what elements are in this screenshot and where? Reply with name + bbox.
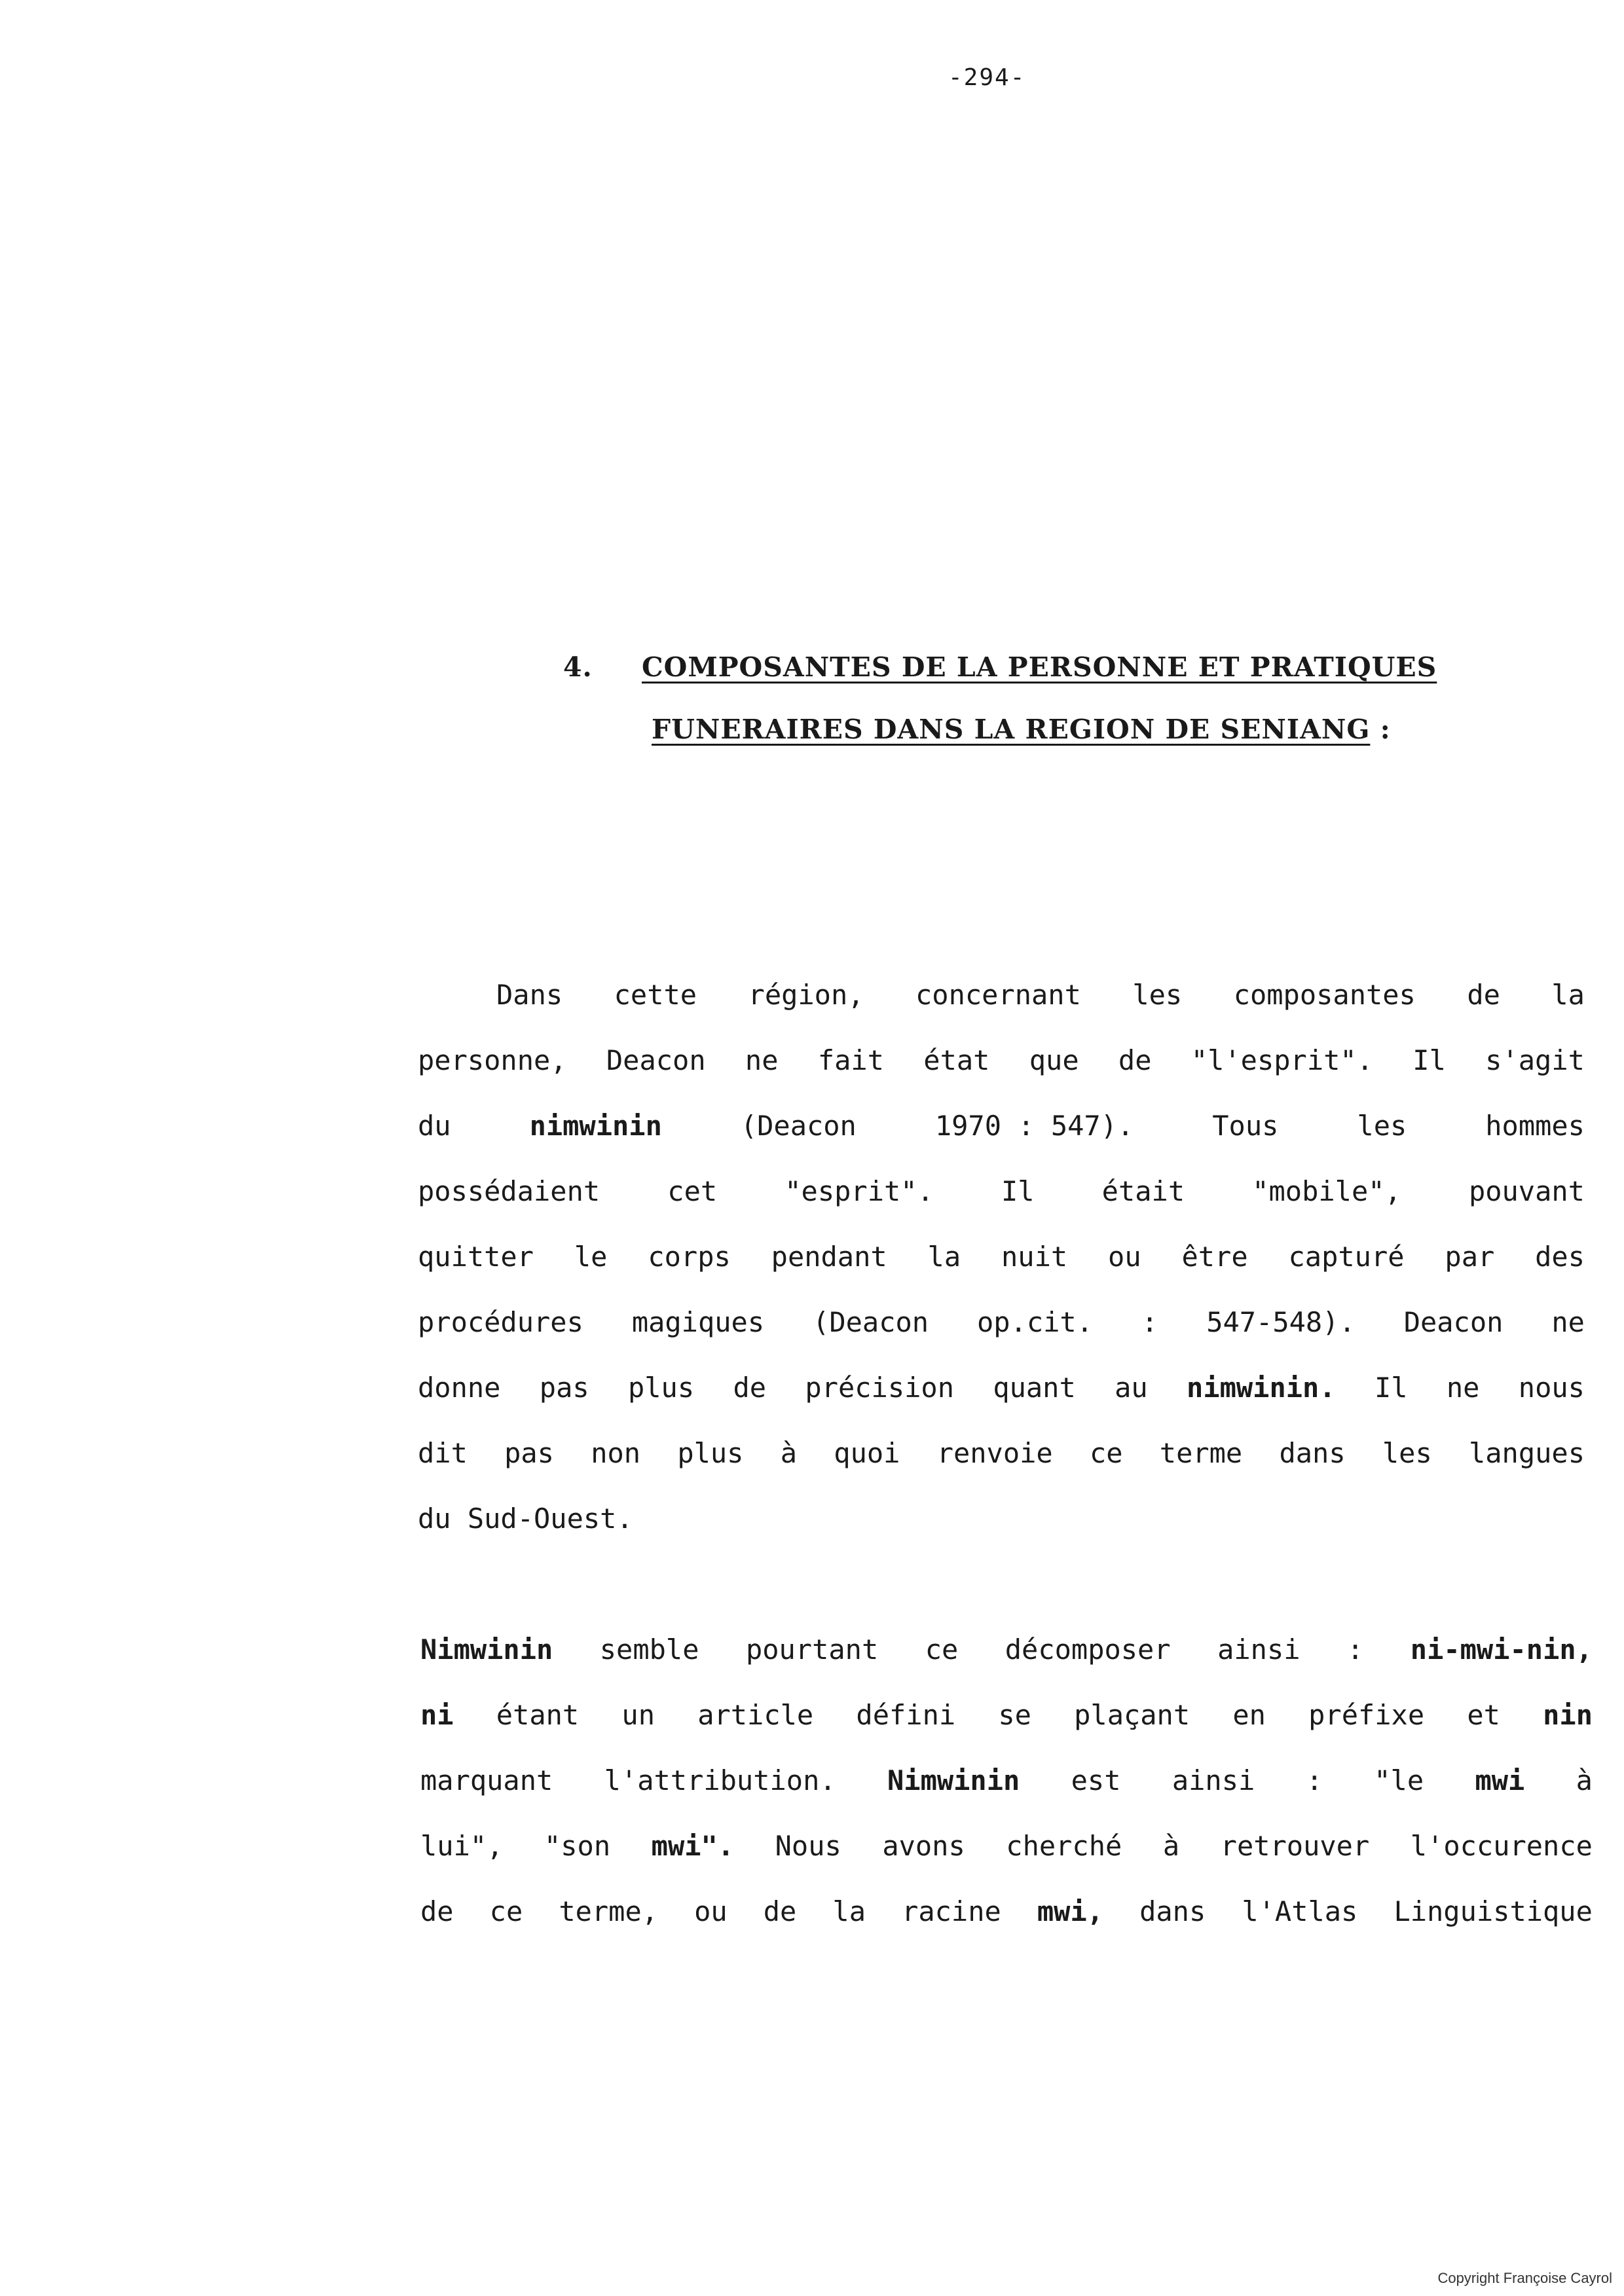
word: cet xyxy=(667,1175,718,1207)
word: région, xyxy=(748,979,864,1011)
word: dans xyxy=(1279,1437,1346,1469)
word: être xyxy=(1181,1241,1248,1273)
word: ou xyxy=(694,1895,728,1927)
word: article xyxy=(697,1699,814,1731)
word: cette xyxy=(614,979,697,1011)
word: de xyxy=(733,1372,767,1404)
word: à xyxy=(1576,1764,1593,1796)
word: racine xyxy=(902,1895,1001,1927)
section-title-line1: COMPOSANTES DE LA PERSONNE ET PRATIQUES xyxy=(642,651,1437,683)
word: capturé xyxy=(1288,1241,1405,1273)
word: ainsi xyxy=(1217,1633,1301,1666)
word: : xyxy=(1306,1764,1323,1796)
word: Dans xyxy=(496,979,563,1011)
section-number: 4. xyxy=(563,651,593,683)
word: Il xyxy=(1001,1175,1035,1207)
term-mwi: mwi". xyxy=(651,1830,735,1862)
word: Tous xyxy=(1212,1110,1279,1142)
word: par xyxy=(1445,1241,1495,1273)
word: langues xyxy=(1468,1437,1585,1469)
word: pas xyxy=(539,1372,589,1404)
word: l'attribution. xyxy=(604,1764,836,1796)
word: plaçant xyxy=(1074,1699,1190,1731)
word: de xyxy=(1467,979,1500,1011)
word: quoi xyxy=(834,1437,900,1469)
word: composantes xyxy=(1233,979,1416,1011)
word: la xyxy=(1551,979,1585,1011)
word: nous xyxy=(1518,1372,1585,1404)
word: "l'esprit". xyxy=(1190,1044,1373,1076)
text-line xyxy=(420,1879,1593,1944)
copyright-notice: Copyright Françoise Cayrol xyxy=(1437,2270,1612,2286)
word: donne xyxy=(418,1372,501,1404)
word: procédures xyxy=(418,1306,583,1338)
paragraph-1 xyxy=(418,962,1585,1552)
word: ce xyxy=(489,1895,523,1927)
word: quitter xyxy=(418,1241,534,1273)
text-line xyxy=(418,1028,1585,1093)
term-nin: nin xyxy=(1543,1699,1593,1731)
word: terme xyxy=(1159,1437,1243,1469)
paragraph-2 xyxy=(420,1617,1593,1944)
word: "mobile", xyxy=(1252,1175,1401,1207)
word: la xyxy=(832,1895,866,1927)
text-line xyxy=(418,1093,1585,1159)
word: étant xyxy=(496,1699,580,1731)
word: concernant xyxy=(915,979,1081,1011)
word: ou xyxy=(1108,1241,1141,1273)
term-ni: ni xyxy=(420,1699,454,1731)
word: au xyxy=(1115,1372,1148,1404)
word: "le xyxy=(1374,1764,1424,1796)
word: ne xyxy=(1551,1306,1585,1338)
word: hommes xyxy=(1485,1110,1585,1142)
term-nimwinin: Nimwinin xyxy=(887,1764,1020,1796)
word: en xyxy=(1232,1699,1266,1731)
term-mwi: mwi xyxy=(1475,1764,1525,1796)
word: : xyxy=(1347,1633,1364,1666)
word: à xyxy=(780,1437,798,1469)
word: était xyxy=(1101,1175,1185,1207)
word: fait xyxy=(817,1044,884,1076)
word: Deacon xyxy=(606,1044,706,1076)
word: ne xyxy=(1446,1372,1480,1404)
word: pas xyxy=(504,1437,554,1469)
word: ainsi xyxy=(1172,1764,1255,1796)
word: de xyxy=(1118,1044,1152,1076)
word: se xyxy=(998,1699,1031,1731)
word: nuit xyxy=(1001,1241,1068,1273)
word: possédaient xyxy=(418,1175,600,1207)
word: non xyxy=(591,1437,641,1469)
word: (Deacon xyxy=(740,1110,857,1142)
word: un xyxy=(621,1699,655,1731)
word: de xyxy=(763,1895,797,1927)
word: pendant xyxy=(771,1241,887,1273)
text-line xyxy=(420,1813,1593,1879)
term-mwi: mwi, xyxy=(1037,1895,1104,1927)
word: décomposer xyxy=(1005,1633,1171,1666)
word: Linguistique xyxy=(1393,1895,1593,1927)
word: avons xyxy=(882,1830,965,1862)
word: que xyxy=(1029,1044,1079,1076)
section-heading-line1 xyxy=(563,651,1437,683)
word: Deacon xyxy=(1403,1306,1504,1338)
word: l'Atlas xyxy=(1242,1895,1358,1927)
term-nimwinin: nimwinin. xyxy=(1187,1372,1336,1404)
word: op.cit. xyxy=(977,1306,1094,1338)
word: de xyxy=(420,1895,454,1927)
word: Il xyxy=(1374,1372,1408,1404)
word: retrouver xyxy=(1220,1830,1370,1862)
word: ne xyxy=(745,1044,779,1076)
word: dit xyxy=(418,1437,468,1469)
word: "son xyxy=(544,1830,611,1862)
term-nimwinin: Nimwinin xyxy=(420,1633,553,1666)
text-line xyxy=(418,1421,1585,1486)
text-line xyxy=(418,1224,1585,1290)
text-line xyxy=(418,1486,1585,1552)
section-heading-line2 xyxy=(652,714,1391,745)
word: personne, xyxy=(418,1044,567,1076)
word: les xyxy=(1382,1437,1432,1469)
text-line xyxy=(418,962,1585,1028)
section-title-colon: : xyxy=(1370,714,1391,745)
word: : xyxy=(1141,1306,1158,1338)
word: Il xyxy=(1412,1044,1446,1076)
word: à xyxy=(1162,1830,1180,1862)
word: plus xyxy=(677,1437,744,1469)
word: l'occurence xyxy=(1410,1830,1593,1862)
word: corps xyxy=(648,1241,731,1273)
word: précision xyxy=(805,1372,954,1404)
word: pouvant xyxy=(1468,1175,1585,1207)
text-line xyxy=(418,1290,1585,1355)
word: préfixe xyxy=(1308,1699,1425,1731)
word: cherché xyxy=(1006,1830,1122,1862)
word: état xyxy=(923,1044,990,1076)
word: 1970 : 547). xyxy=(934,1110,1134,1142)
word: du Sud-Ouest. xyxy=(418,1503,633,1535)
word: renvoie xyxy=(936,1437,1053,1469)
word: (Deacon xyxy=(813,1306,929,1338)
section-title-line2: FUNERAIRES DANS LA REGION DE SENIANG xyxy=(652,714,1371,745)
text-line xyxy=(420,1748,1593,1813)
word: dans xyxy=(1139,1895,1206,1927)
word: la xyxy=(927,1241,961,1273)
word: semble xyxy=(599,1633,699,1666)
word: terme, xyxy=(559,1895,659,1927)
word: plus xyxy=(627,1372,695,1404)
word: ce xyxy=(1089,1437,1123,1469)
text-line xyxy=(418,1159,1585,1224)
word: quant xyxy=(993,1372,1076,1404)
word: Nous xyxy=(775,1830,841,1862)
word: 547-548). xyxy=(1206,1306,1356,1338)
term-nimwinin: nimwinin xyxy=(529,1110,662,1142)
term-ni-mwi-nin: ni-mwi-nin, xyxy=(1410,1633,1593,1666)
word: "esprit". xyxy=(784,1175,934,1207)
text-line xyxy=(420,1683,1593,1748)
word: défini xyxy=(856,1699,956,1731)
word: s'agit xyxy=(1485,1044,1585,1076)
word: pourtant xyxy=(745,1633,879,1666)
word: les xyxy=(1357,1110,1407,1142)
word: du xyxy=(418,1110,451,1142)
word: et xyxy=(1467,1699,1500,1731)
text-line xyxy=(418,1355,1585,1421)
word: des xyxy=(1535,1241,1585,1273)
word: marquant xyxy=(420,1764,553,1796)
page-number: -294- xyxy=(948,64,1026,91)
word: les xyxy=(1132,979,1183,1011)
word: magiques xyxy=(631,1306,765,1338)
word: est xyxy=(1071,1764,1121,1796)
word: ce xyxy=(925,1633,959,1666)
word: lui", xyxy=(420,1830,504,1862)
word: le xyxy=(574,1241,608,1273)
text-line xyxy=(420,1617,1593,1683)
